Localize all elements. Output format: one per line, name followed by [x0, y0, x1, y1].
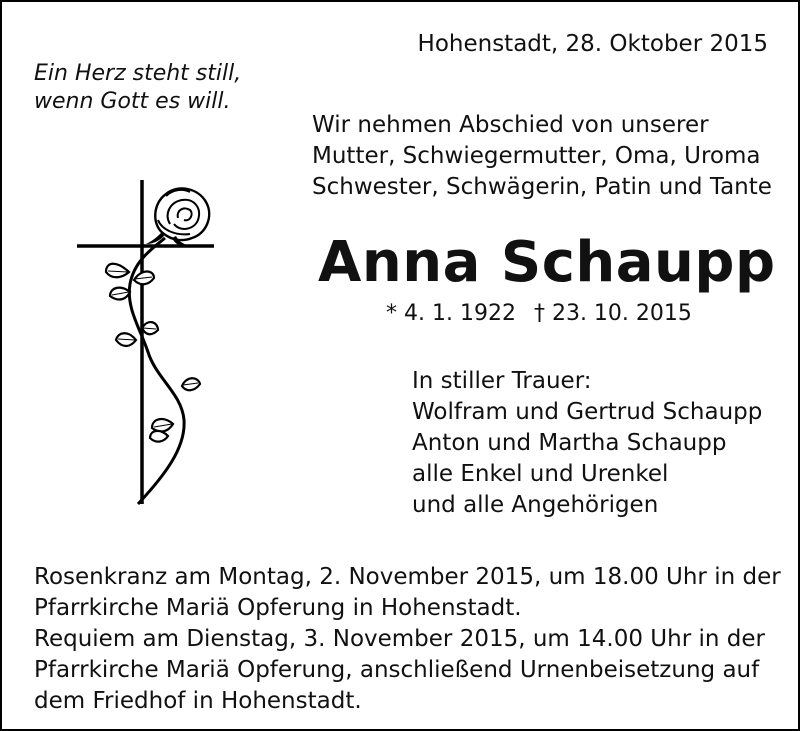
service-line: Pfarrkirche Mariä Opferung, anschließend Urnenbeisetzung auf [34, 657, 760, 683]
mourner-line: und alle Angehörigen [412, 492, 659, 518]
mourner-line: Wolfram und Gertrud Schaupp [412, 399, 763, 425]
mourners-list [412, 366, 762, 521]
farewell-text [312, 110, 772, 203]
service-line: Rosenkranz am Montag, 2. November 2015, um 18.00 Uhr in der [34, 564, 781, 590]
service-line: Pfarrkirche Mariä Opferung in Hohenstadt. [34, 595, 522, 621]
motto-verse [34, 60, 241, 116]
farewell-line: Mutter, Schwiegermutter, Oma, Uroma [312, 143, 761, 169]
service-line: dem Friedhof in Hohenstadt. [34, 688, 362, 714]
mourner-line: alle Enkel und Urenkel [412, 461, 669, 487]
birth-date: * 4. 1. 1922 [386, 301, 516, 326]
mourner-line: Anton und Martha Schaupp [412, 430, 727, 456]
farewell-line: Wir nehmen Abschied von unserer [312, 112, 709, 138]
motto-line: Ein Herz steht still, [34, 61, 242, 86]
motto-line: wenn Gott es will. [34, 89, 231, 114]
deceased-name: Anna Schaupp [318, 230, 776, 295]
mourners-heading: In stiller Trauer: [412, 368, 592, 394]
service-line: Requiem am Dienstag, 3. November 2015, um 14.00 Uhr in der [34, 626, 765, 652]
place-date: Hohenstadt, 28. Oktober 2015 [417, 31, 768, 57]
service-details [34, 562, 781, 717]
life-dates [386, 300, 692, 328]
death-date: † 23. 10. 2015 [533, 301, 692, 326]
cross-with-rose-icon [72, 180, 222, 510]
farewell-line: Schwester, Schwägerin, Patin und Tante [312, 174, 772, 200]
